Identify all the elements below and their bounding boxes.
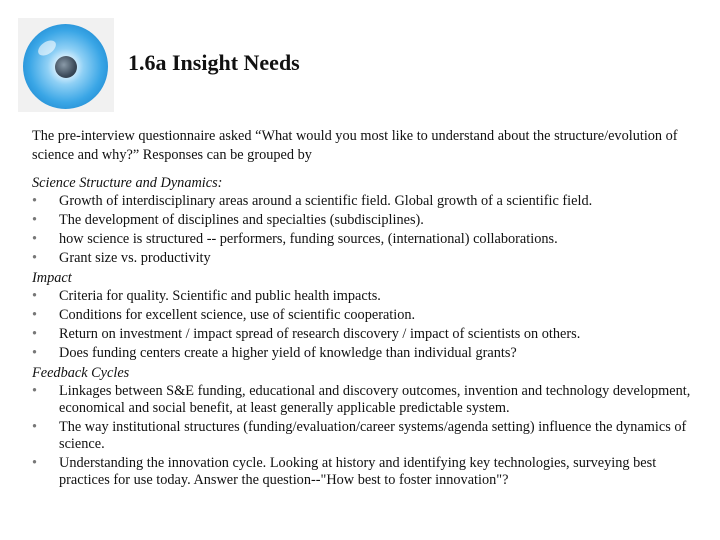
list-item-text: The development of disciplines and specialties (subdisciplines). [59,212,424,228]
bullet-icon: • [32,231,38,247]
bullet-list [32,193,692,267]
bullet-icon: • [32,326,38,342]
bullet-list [32,383,692,489]
list-item-text: Growth of interdisciplinary areas around a scientific field. Global growth of a scientific field. [59,193,593,209]
list-item-text: Understanding the innovation cycle. Looking at history and identifying key technologies, surveying best practices for use today. Answer the question--"How best to foster innovation"? [59,455,657,488]
eye-icon [23,24,108,109]
list-item-text: how science is structured -- performers, funding sources, (international) collaborations. [59,231,558,247]
list-item-text: Grant size vs. productivity [59,250,211,266]
list-item [32,212,692,229]
slide-title: 1.6a Insight Needs [128,50,300,75]
list-item-text: Criteria for quality. Scientific and public health impacts. [59,288,381,304]
list-item [32,345,692,362]
list-item-text: Linkages between S&E funding, educational and discovery outcomes, invention and technology development, economical and social benefit, at least generally applicable predictable system. [59,383,691,416]
list-item [32,383,692,417]
list-item [32,455,692,489]
list-item [32,326,692,343]
bullet-list [32,288,692,362]
eye-pupil [55,56,77,78]
list-item [32,231,692,248]
bullet-icon: • [32,383,38,399]
bullet-icon: • [32,307,38,323]
bullet-icon: • [32,212,38,228]
list-item-text: Return on investment / impact spread of research discovery / impact of scientists on others. [59,326,581,342]
sections [32,174,692,489]
bullet-icon: • [32,455,38,471]
bullet-icon: • [32,345,38,361]
bullet-icon: • [32,250,38,266]
section-heading: Feedback Cycles [32,365,130,381]
section-heading: Science Structure and Dynamics: [32,175,223,191]
list-item-text: Does funding centers create a higher yield of knowledge than individual grants? [59,345,517,361]
intro-text: The pre-interview questionnaire asked “What would you most like to understand about the structure/evolution of science and why?” Responses can be grouped by [32,128,678,163]
bullet-icon: • [32,193,38,209]
bullet-icon: • [32,288,38,304]
bullet-icon: • [32,419,38,435]
list-item-text: Conditions for excellent science, use of scientific cooperation. [59,307,416,323]
list-item [32,307,692,324]
list-item [32,419,692,453]
list-item [32,288,692,305]
section-heading: Impact [32,270,72,286]
logo [18,18,114,112]
list-item-text: The way institutional structures (funding/evaluation/career systems/agenda setting) influence the dynamics of science. [59,419,687,452]
slide-content [32,127,692,491]
list-item [32,193,692,210]
eye-shine [35,37,58,58]
list-item [32,250,692,267]
